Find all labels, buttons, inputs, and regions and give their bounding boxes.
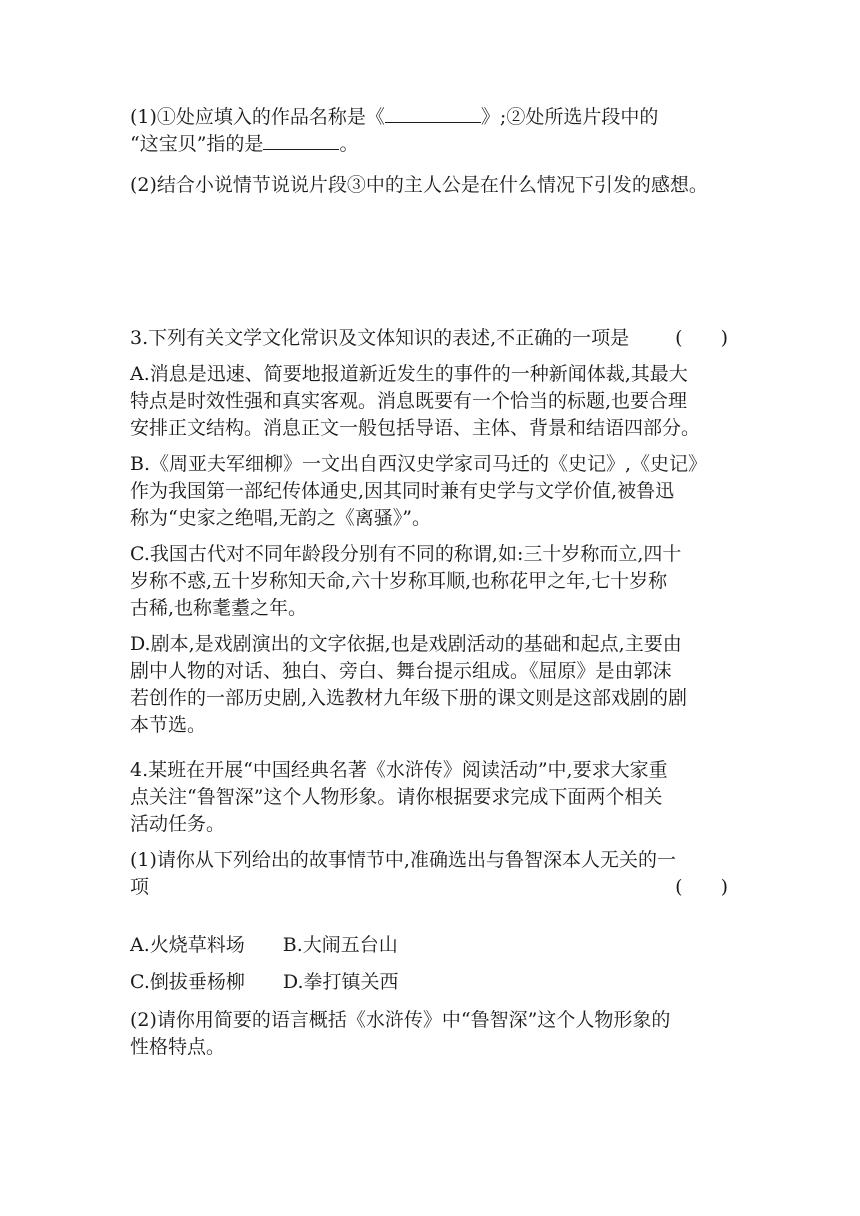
q4-choices-row-2: C.倒拔垂杨柳 D.拳打镇关西 bbox=[130, 971, 399, 993]
q3-option-b-line: B.《周亚夫军细柳》一文出自西汉史学家司马迁的《史记》,《史记》 bbox=[130, 453, 708, 475]
q4-sub2-line: 性格特点。 bbox=[130, 1036, 226, 1058]
q3-option-a-line: 安排正文结构。消息正文一般包括导语、主体、背景和结语四部分。 bbox=[130, 417, 701, 439]
q4-sub1-line bbox=[130, 874, 728, 901]
q3-option-c-line: 岁称不惑,五十岁称知天命,六十岁称耳顺,也称花甲之年,七十岁称 bbox=[130, 570, 668, 592]
q2-sub2: (2)结合小说情节说说片段③中的主人公是在什么情况下引发的感想。 bbox=[130, 174, 708, 196]
q2-sub1-text-b: 》;②处所选片段中的 bbox=[480, 106, 659, 128]
q3-option-b-line: 作为我国第一部纪传体通史,因其同时兼有史学与文学价值,被鲁迅 bbox=[130, 480, 675, 502]
q2-sub1-line2 bbox=[130, 131, 658, 158]
q3-option-d-line: 本节选。 bbox=[130, 714, 207, 736]
q3-option-d-line: D.剧本,是戏剧演出的文字依据,也是戏剧活动的基础和起点,主要由 bbox=[130, 633, 682, 655]
q3-option-b-line: 称为“史家之绝唱,无韵之《离骚》”。 bbox=[130, 507, 431, 529]
q4-stem-line: 点关注“鲁智深”这个人物形象。请你根据要求完成下面两个相关 bbox=[130, 786, 663, 808]
q3-option-d-line: 剧中人物的对话、独白、旁白、舞台提示组成。《屈原》是由郭沫 bbox=[130, 660, 672, 682]
q4-stem bbox=[130, 757, 728, 838]
q3-stem bbox=[130, 325, 728, 352]
q4-sub2-line: (2)请你用简要的语言概括《水浒传》中“鲁智深”这个人物形象的 bbox=[130, 1009, 671, 1031]
question-4 bbox=[130, 757, 728, 910]
q3-answer-paren[interactable]: ( ) bbox=[675, 327, 728, 349]
answer-blank-work-title[interactable] bbox=[385, 104, 481, 123]
q3-option-c-line: C.我国古代对不同年龄段分别有不同的称谓,如:三十岁称而立,四十 bbox=[130, 543, 682, 565]
q4-stem-line: 活动任务。 bbox=[130, 813, 226, 835]
q3-option-a bbox=[130, 361, 728, 442]
q4-sub1-text: 项 bbox=[130, 876, 150, 898]
answer-blank-treasure[interactable] bbox=[263, 131, 339, 150]
q4-sub1 bbox=[130, 847, 728, 901]
q3-option-d-line: 若创作的一部历史剧,入选教材九年级下册的课文则是这部戏剧的剧 bbox=[130, 687, 688, 709]
q3-option-d bbox=[130, 631, 728, 739]
q4-answer-paren[interactable]: ( ) bbox=[675, 876, 728, 898]
q3-stem-text: 3.下列有关文学文化常识及文体知识的表述,不正确的一项是 bbox=[130, 327, 630, 349]
q3-option-c bbox=[130, 541, 728, 622]
q2-sub1-text-c: “这宝贝”指的是 bbox=[130, 133, 264, 155]
q4-choices-row-1: A.火烧草料场 B.大闹五台山 bbox=[130, 934, 398, 956]
q2-sub1-text-a: (1)①处应填入的作品名称是《 bbox=[130, 106, 385, 128]
q3-option-c-line: 古稀,也称耄耋之年。 bbox=[130, 597, 308, 619]
q4-sub1-line: (1)请你从下列给出的故事情节中,准确选出与鲁智深本人无关的一 bbox=[130, 849, 676, 871]
q2-sub1-line1 bbox=[130, 104, 658, 131]
q3-option-a-line: 特点是时效性强和真实客观。消息既要有一个恰当的标题,也要合理 bbox=[130, 390, 688, 412]
q2-sub1 bbox=[130, 104, 658, 158]
q4-stem-line: 4.某班在开展“中国经典名著《水浒传》阅读活动”中,要求大家重 bbox=[130, 759, 668, 781]
question-3 bbox=[130, 325, 728, 748]
q3-option-a-line: A.消息是迅速、简要地报道新近发生的事件的一种新闻体裁,其最大 bbox=[130, 363, 688, 385]
q3-option-b bbox=[130, 451, 728, 532]
q4-sub2 bbox=[130, 1007, 670, 1061]
q2-sub1-text-d: 。 bbox=[339, 133, 359, 155]
